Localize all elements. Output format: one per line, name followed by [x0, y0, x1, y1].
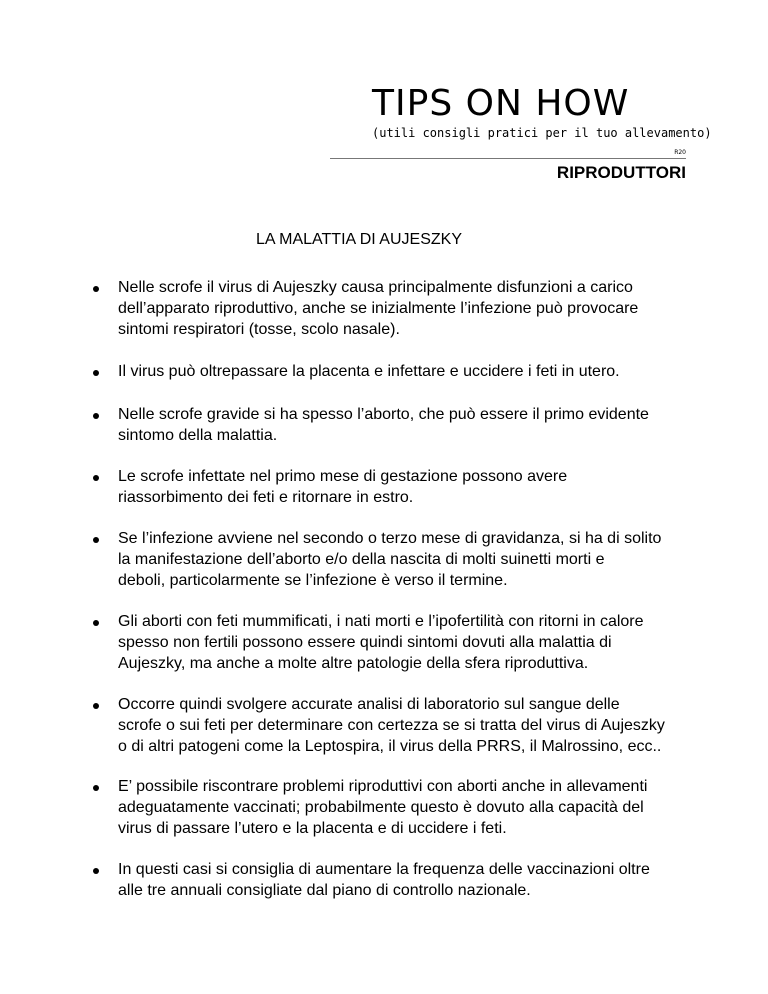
bullet-dot-icon	[93, 370, 99, 376]
bullet-line: Aujeszky, ma anche a molte altre patologie della sfera riproduttiva.	[118, 655, 589, 672]
bullet-line: Gli aborti con feti mummificati, i nati morti e l’ipofertilità con ritorni in calore	[118, 613, 644, 630]
bullet-line: spesso non fertili possono essere quindi sintomi dovuti alla malattia di	[118, 634, 612, 651]
bullet-line: Le scrofe infettate nel primo mese di gestazione possono avere	[118, 468, 568, 485]
bullet-dot-icon	[93, 475, 99, 481]
bullet-dot-icon	[93, 785, 99, 791]
bullet-line: o di altri patogeni come la Leptospira, il virus della PRRS, il Malrossino, ecc..	[118, 738, 662, 755]
bullet-line: virus di passare l’utero e la placenta e di uccidere i feti.	[118, 820, 507, 837]
bullet-text	[118, 694, 708, 757]
bullet-dot-icon	[93, 620, 99, 626]
bullet-line: scrofe o sui feti per determinare con certezza se si tratta del virus di Aujeszky	[118, 717, 665, 734]
bullet-line: sintomi respiratori (tosse, scolo nasale).	[118, 321, 400, 338]
bullet-line: Nelle scrofe gravide si ha spesso l’aborto, che può essere il primo evidente	[118, 406, 649, 423]
bullet-line: riassorbimento dei feti e ritornare in estro.	[118, 489, 414, 506]
bullet-line: In questi casi si consiglia di aumentare la frequenza delle vaccinazioni oltre	[118, 861, 650, 878]
bullet-line: Nelle scrofe il virus di Aujeszky causa principalmente disfunzioni a carico	[118, 279, 633, 296]
bullet-text	[118, 361, 708, 382]
bullet-dot-icon	[93, 537, 99, 543]
bullet-text	[118, 277, 708, 340]
section-title: RIPRODUTTORI	[556, 163, 686, 182]
bullet-text	[118, 466, 708, 508]
bullet-line: E’ possibile riscontrare problemi riproduttivi con aborti anche in allevamenti	[118, 778, 648, 795]
bullet-dot-icon	[93, 703, 99, 709]
bullet-dot-icon	[93, 286, 99, 292]
bullet-text	[118, 611, 708, 674]
bullet-dot-icon	[93, 868, 99, 874]
bullet-line: Occorre quindi svolgere accurate analisi di laboratorio sul sangue delle	[118, 696, 620, 713]
bullet-text	[118, 404, 708, 446]
bullet-line: alle tre annuali consigliate dal piano di controllo nazionale.	[118, 882, 531, 899]
bullet-text	[118, 528, 708, 591]
document-subtitle: (utili consigli pratici per il tuo allevamento)	[372, 126, 712, 140]
document-code: R20	[674, 149, 686, 156]
bullet-line: Il virus può oltrepassare la placenta e infettare e uccidere i feti in utero.	[118, 363, 620, 380]
bullet-line: sintomo della malattia.	[118, 427, 278, 444]
bullet-line: la manifestazione dell’aborto e/o della nascita di molti suinetti morti e	[118, 551, 605, 568]
bullet-text	[118, 776, 708, 839]
bullet-line: adeguatamente vaccinati; probabilmente questo è dovuto alla capacità del	[118, 799, 644, 816]
bullet-text	[118, 859, 708, 901]
bullet-line: dell’apparato riproduttivo, anche se inizialmente l’infezione può provocare	[118, 300, 639, 317]
bullet-line: deboli, particolarmente se l’infezione è verso il termine.	[118, 572, 508, 589]
bullet-dot-icon	[93, 413, 99, 419]
document-title: TIPS ON HOW	[372, 83, 630, 124]
bullet-line: Se l’infezione avviene nel secondo o terzo mese di gravidanza, si ha di solito	[118, 530, 662, 547]
document-heading: LA MALATTIA DI AUJESZKY	[256, 231, 462, 248]
